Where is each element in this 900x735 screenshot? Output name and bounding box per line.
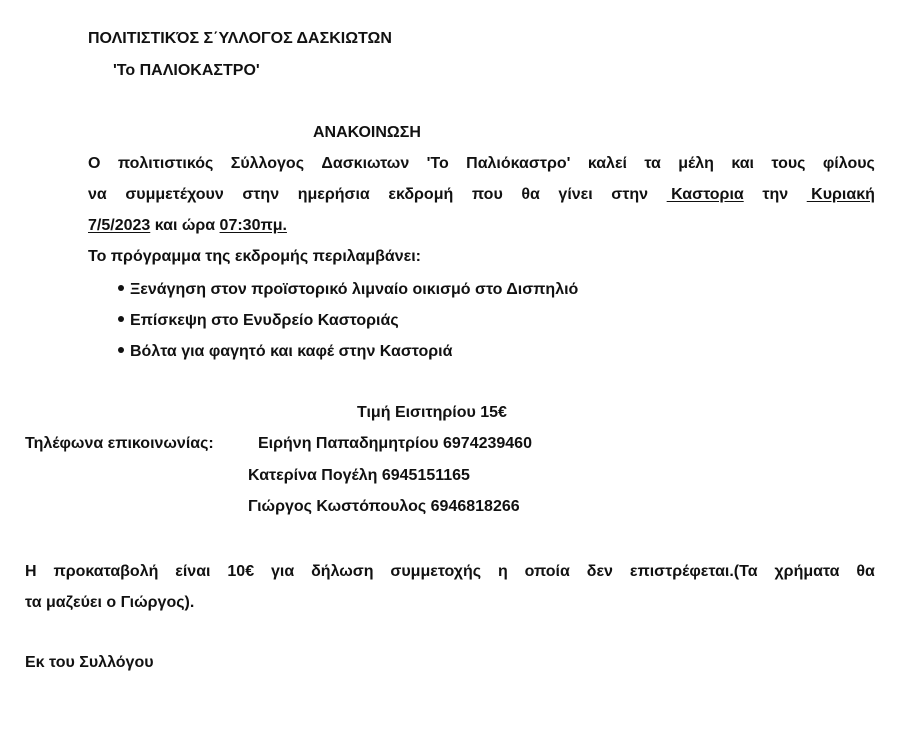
word: μέλη <box>678 155 714 172</box>
word: καλεί <box>587 155 627 172</box>
word: θα <box>521 186 540 203</box>
word: προκαταβολή <box>53 563 159 580</box>
word: 10€ <box>227 563 255 580</box>
program-item-text: Ξενάγηση στον προϊστορικό λιμναίο οικισμό στο Δισπηλιό <box>130 281 579 298</box>
trip-day: Κυριακή <box>806 186 875 203</box>
body-line-2 <box>88 186 875 204</box>
body-line-1 <box>88 155 875 173</box>
word: η <box>497 563 508 580</box>
word: στην <box>611 186 649 203</box>
program-item-text: Επίσκεψη στο Ενυδρείο Καστοριάς <box>130 312 399 329</box>
contact-person: Ειρήνη Παπαδημητρίου 6974239460 <box>258 435 532 452</box>
program-item <box>118 281 578 299</box>
word: που <box>471 186 503 203</box>
word: και <box>731 155 754 172</box>
word: Ο <box>88 155 101 172</box>
program-item <box>118 343 452 361</box>
word: εκδρομή <box>388 186 454 203</box>
trip-date: 7/5/2023 <box>88 217 151 234</box>
deposit-line-2: τα μαζεύει ο Γιώργος). <box>25 594 195 611</box>
word: την <box>762 186 789 203</box>
word: Δασκιωτων <box>321 155 410 172</box>
bullet-icon <box>118 285 124 291</box>
org-name: ΠΟΛΙΤΙΣΤΙΚΌΣ Σ΄ΥΛΛΟΓΟΣ ΔΑΣΚΙΩΤΩΝ <box>88 30 392 47</box>
deposit-line-1 <box>25 563 875 581</box>
word: θα <box>856 563 875 580</box>
word: Η <box>25 563 37 580</box>
word: δεν <box>586 563 613 580</box>
word: ημερήσια <box>297 186 370 203</box>
program-item-text: Βόλτα για φαγητό και καφέ στην Καστοριά <box>130 343 453 360</box>
word: για <box>271 563 295 580</box>
word: συμμετέχουν <box>125 186 224 203</box>
program-intro: Το πρόγραμμα της εκδρομής περιλαμβάνει: <box>88 248 421 265</box>
body-line-3 <box>88 217 287 235</box>
bullet-icon <box>118 316 124 322</box>
word: τα <box>644 155 661 172</box>
time-prefix: και ώρα <box>150 217 220 234</box>
bullet-icon <box>118 347 124 353</box>
word: οποία <box>524 563 570 580</box>
word: είναι <box>175 563 211 580</box>
word: επιστρέφεται.(Τα <box>629 563 758 580</box>
contact-person: Γιώργος Κωστόπουλος 6946818266 <box>248 498 520 515</box>
word: στην <box>242 186 280 203</box>
signature: Εκ του Συλλόγου <box>25 654 154 671</box>
word: συμμετοχής <box>390 563 482 580</box>
program-item <box>118 312 399 330</box>
announcement-title: ΑΝΑΚΟΙΝΩΣΗ <box>313 124 421 141</box>
word: 'Το <box>426 155 449 172</box>
org-subtitle: 'Το ΠΑΛΙΟΚΑΣΤΡΟ' <box>113 62 260 79</box>
word: φίλους <box>822 155 875 172</box>
word: δήλωση <box>311 563 374 580</box>
word: χρήματα <box>774 563 840 580</box>
trip-destination: Καστορια <box>666 186 744 203</box>
word: να <box>88 186 107 203</box>
trip-time: 07:30πμ. <box>219 217 287 234</box>
word: Παλιόκαστρο' <box>466 155 571 172</box>
contact-person: Κατερίνα Πογέλη 6945151165 <box>248 467 470 484</box>
contacts-label: Τηλέφωνα επικοινωνίας: <box>25 435 214 452</box>
word: τους <box>771 155 806 172</box>
word: γίνει <box>558 186 593 203</box>
ticket-price: Τιμή Εισιτηρίου 15€ <box>357 404 507 421</box>
word: Σύλλογος <box>230 155 305 172</box>
word: πολιτιστικός <box>117 155 214 172</box>
